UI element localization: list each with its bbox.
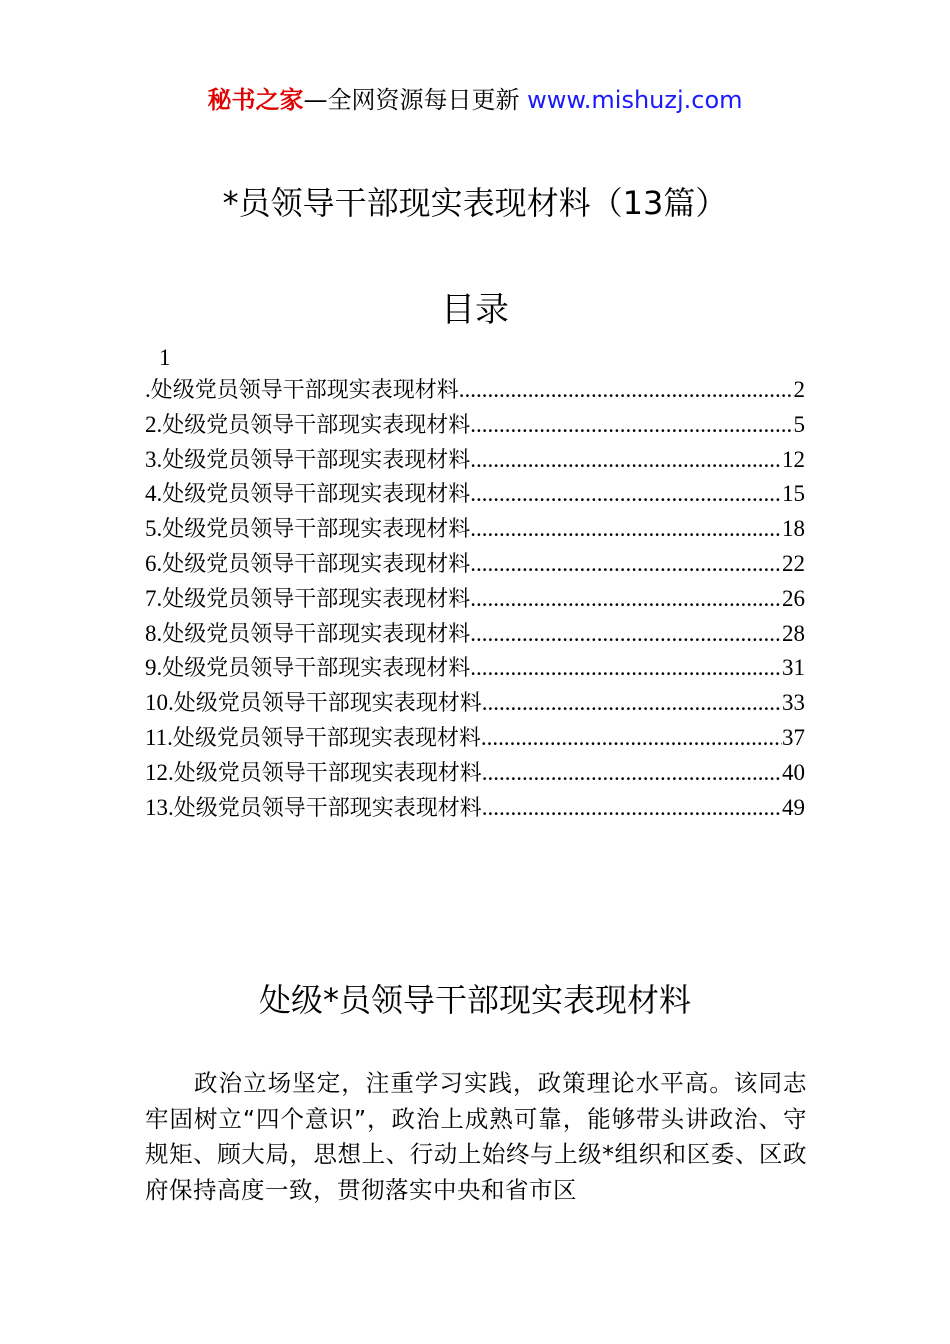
site-header: [0, 80, 950, 115]
toc-entry-label: [145, 477, 470, 513]
toc-dot-leader: [470, 617, 782, 652]
toc-dot-leader: [481, 721, 782, 756]
toc-entry-page: 26: [782, 585, 805, 611]
toc-entry-title: 处级党员领导干部现实表现材料: [150, 378, 459, 403]
toc-heading: 目录: [441, 290, 509, 330]
toc-entry[interactable]: [145, 408, 805, 443]
toc-entry-number: 4.: [145, 481, 163, 507]
toc-entry-number: 5.: [145, 516, 163, 542]
toc-entry-number: 12.: [145, 759, 174, 785]
toc-entry-page: 12: [782, 446, 805, 472]
toc-entry-page: 37: [782, 724, 805, 750]
toc-entry-label: [145, 756, 482, 792]
body-paragraph: 政治立场坚定，注重学习实践，政策理论水平高。该同志牢固树立“四个意识”，政治上成熟可靠，能够带头讲政治、守规矩、顾大局，思想上、行动上始终与上级*组织和区委、区政府保持高度一致，贯彻落实中央和省市区: [145, 1069, 807, 1204]
toc-entry-label: [145, 791, 482, 827]
toc-entry-label: [145, 512, 470, 548]
toc-entry-label: [145, 373, 459, 409]
toc-entry-label: [145, 617, 470, 653]
toc-entry-page: 15: [782, 481, 805, 507]
toc-dot-leader: [470, 512, 782, 547]
toc-entry[interactable]: [145, 686, 805, 721]
toc-entry-label: [145, 721, 481, 757]
toc-entry-title: 处级党员领导干部现实表现材料: [162, 586, 471, 612]
toc-entry-title: 处级党员领导干部现实表现材料: [162, 621, 471, 647]
site-url-link[interactable]: www.mishuzj.com: [527, 86, 743, 114]
toc-dot-leader: [482, 756, 782, 791]
toc-dot-leader: [482, 686, 782, 721]
toc-entry-page: 49: [782, 794, 805, 820]
toc-entry-label: [145, 408, 470, 444]
toc-entry[interactable]: [145, 477, 805, 512]
toc-entry[interactable]: [145, 512, 805, 547]
toc-entry-number: .: [145, 377, 151, 402]
toc-entry-title: 处级党员领导干部现实表现材料: [162, 412, 471, 438]
toc-entry[interactable]: [145, 721, 805, 756]
toc-entry-label: [145, 686, 482, 722]
toc-entry-number: 10.: [145, 690, 174, 716]
toc-first-number: 1: [159, 345, 171, 370]
toc-dot-leader: [470, 547, 782, 582]
toc-entry-label: [145, 547, 470, 583]
toc-entry-title: 处级党员领导干部现实表现材料: [162, 447, 471, 473]
toc-entry-page: 31: [782, 655, 805, 681]
toc-entry-page: 5: [793, 411, 805, 437]
toc-entry[interactable]: [145, 582, 805, 617]
toc-entry-title: 处级党员领导干部现实表现材料: [162, 551, 471, 577]
toc-entry-page: 33: [782, 690, 805, 716]
toc-entry-title: 处级党员领导干部现实表现材料: [173, 795, 482, 821]
toc-entry-title: 处级党员领导干部现实表现材料: [162, 517, 471, 543]
toc-entry-number: 7.: [145, 585, 163, 611]
toc-entry[interactable]: [145, 443, 805, 478]
toc-dot-leader: [470, 443, 782, 478]
toc-entry[interactable]: [145, 756, 805, 791]
toc-entry[interactable]: [145, 547, 805, 582]
toc-entry-page: 28: [782, 620, 805, 646]
toc-entry[interactable]: [145, 373, 805, 408]
section-title: 处级*员领导干部现实表现材料: [258, 981, 691, 1019]
toc-entry-number: 13.: [145, 794, 174, 820]
toc-entry-number: 3.: [145, 446, 163, 472]
toc-dot-leader: [459, 373, 794, 408]
toc-entry-label: [145, 582, 470, 618]
toc-entry-title: 处级党员领导干部现实表现材料: [162, 482, 471, 508]
toc-entry-number: 6.: [145, 550, 163, 576]
toc-entry-number: 8.: [145, 620, 163, 646]
toc-entry-label: [145, 651, 470, 687]
toc-entry-title: 处级党员领导干部现实表现材料: [173, 691, 482, 717]
toc-entry-number: 9.: [145, 655, 163, 681]
site-brand: 秘书之家: [207, 86, 304, 114]
toc-dot-leader: [482, 791, 782, 826]
toc-entry-title: 处级党员领导干部现实表现材料: [162, 656, 471, 682]
toc-entry-number: 2.: [145, 411, 163, 437]
toc-entry[interactable]: [145, 791, 805, 826]
toc-entry-page: 22: [782, 550, 805, 576]
toc-entry-page: 18: [782, 516, 805, 542]
document-title: *员领导干部现实表现材料（13篇）: [222, 184, 728, 222]
toc-dot-leader: [470, 408, 793, 443]
toc-entry-title: 处级党员领导干部现实表现材料: [173, 760, 482, 786]
toc-entry-number: 11.: [145, 724, 173, 750]
toc-entry-label: [145, 443, 470, 479]
toc-dot-leader: [470, 477, 782, 512]
toc-entry[interactable]: [145, 617, 805, 652]
toc-entry-page: 2: [793, 377, 805, 402]
toc-dot-leader: [470, 582, 782, 617]
site-tagline: —全网资源每日更新: [303, 86, 528, 114]
table-of-contents: [145, 343, 805, 825]
toc-entry-page: 40: [782, 759, 805, 785]
toc-dot-leader: [470, 651, 782, 686]
toc-entry-title: 处级党员领导干部现实表现材料: [172, 725, 481, 751]
toc-entry[interactable]: [145, 651, 805, 686]
